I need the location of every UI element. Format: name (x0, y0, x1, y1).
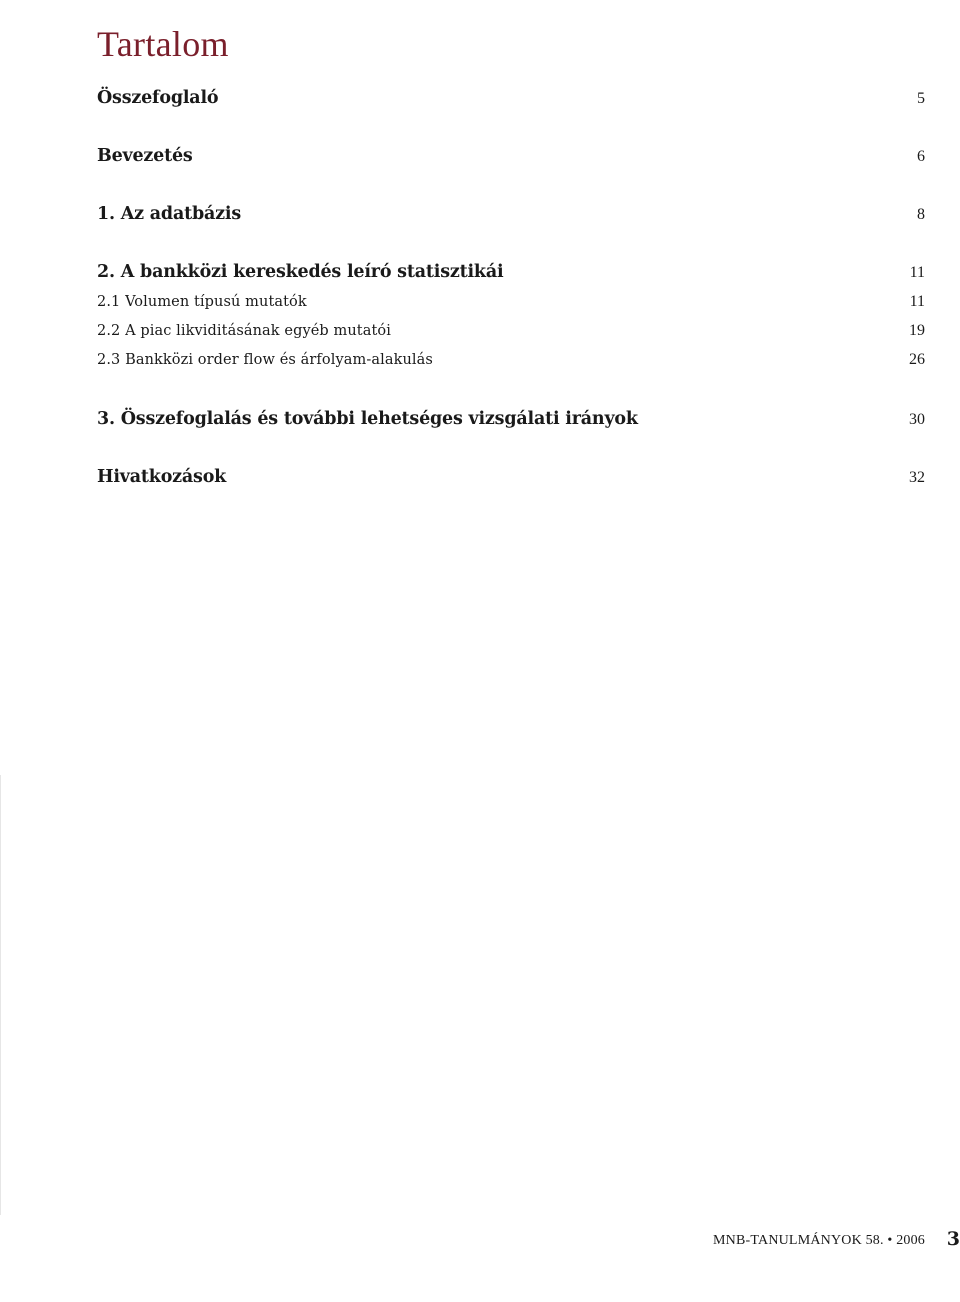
toc-entry-label: 2.1 Volumen típusú mutatók (97, 294, 307, 310)
toc-entry-page: 19 (909, 322, 925, 339)
toc-entry-volumen-mutatok[interactable] (97, 293, 925, 311)
toc-entry-order-flow[interactable] (97, 351, 925, 369)
toc-entry-page: 32 (909, 469, 925, 486)
toc-entry-label: Bevezetés (97, 146, 193, 166)
margin-rule (0, 775, 1, 1215)
toc-entry-label: Hivatkozások (97, 467, 227, 487)
toc-entry-adatbazis[interactable] (97, 204, 925, 224)
toc-entry-label: 2. A bankközi kereskedés leíró statisztikái (97, 262, 504, 282)
toc-entry-label: 2.3 Bankközi order flow és árfolyam-alakulás (97, 352, 433, 368)
footer-publication: MNB-TANULMÁNYOK 58. • 2006 (713, 1233, 925, 1248)
toc-entry-likviditas-mutatok[interactable] (97, 322, 925, 340)
toc-entry-page: 5 (917, 90, 925, 107)
toc-entry-page: 11 (909, 264, 925, 281)
toc-entry-osszefoglalo[interactable] (97, 88, 925, 108)
toc-entry-page: 6 (917, 148, 925, 165)
toc-entry-hivatkozasok[interactable] (97, 467, 925, 487)
page-title: Tartalom (97, 24, 229, 65)
toc-entry-osszefoglalas[interactable] (97, 409, 925, 429)
toc-entry-page: 8 (917, 206, 925, 223)
toc-entry-page: 30 (909, 411, 925, 428)
toc-entry-bevezetes[interactable] (97, 146, 925, 166)
toc-entry-leiro-statisztikak[interactable] (97, 262, 925, 282)
toc-entry-label: Összefoglaló (97, 88, 219, 108)
toc-entry-label: 2.2 A piac likviditásának egyéb mutatói (97, 323, 391, 339)
footer-page-number: 3 (946, 1228, 960, 1250)
toc-entry-page: 26 (909, 351, 925, 368)
toc-entry-page: 11 (909, 293, 925, 310)
page-footer (0, 1228, 960, 1252)
toc-entry-label: 1. Az adatbázis (97, 204, 241, 224)
toc-entry-label: 3. Összefoglalás és további lehetséges vizsgálati irányok (97, 409, 638, 429)
